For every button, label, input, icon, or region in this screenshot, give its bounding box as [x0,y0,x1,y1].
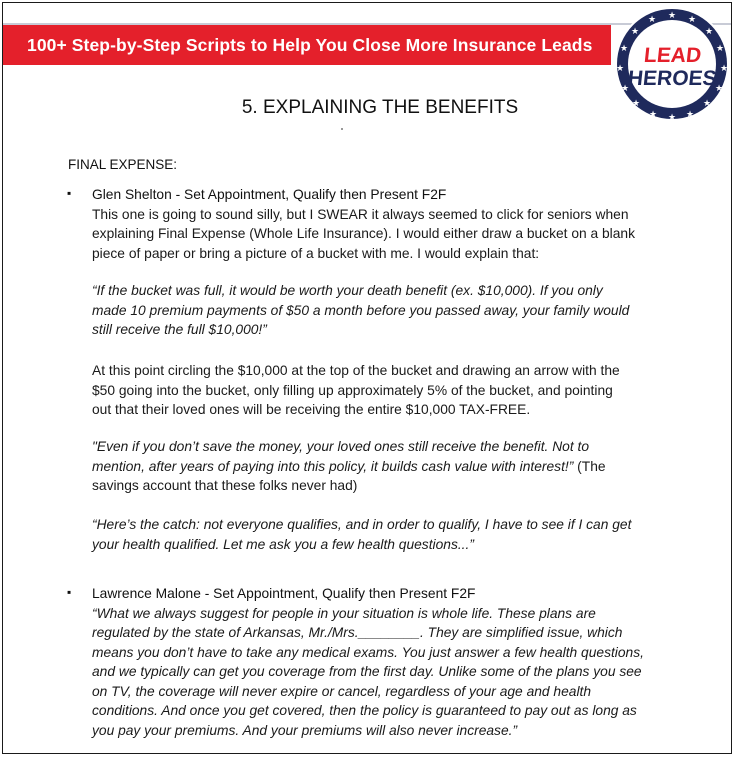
script-heading: Glen Shelton - Set Appointment, Qualify then Present F2F [92,187,447,202]
paragraph-line: out that their loved ones will be receiving the entire $10,000 TAX-FREE. [92,402,531,417]
svg-text:★: ★ [702,99,712,109]
quote-line: and we typically can get you coverage from the first day. Unlike some of the plans you see [92,664,642,679]
script-lawrence-malone [92,584,692,740]
quote-line: still receive the full $10,000!” [92,322,267,337]
paragraph-line: $50 going into the bucket, only filling up approximately 5% of the bucket, and pointing [92,382,613,398]
page-title: 5. EXPLAINING THE BENEFITS [241,97,519,118]
quote-line: mention, after years of paying into this policy, it builds cash value with interest!” [92,458,574,474]
intro-line: explaining Final Expense (Whole Life Insurance). I would either draw a bucket on a blank [92,226,635,241]
svg-text:★: ★ [648,110,658,120]
svg-text:★: ★ [685,110,695,120]
quote-line: “Here’s the catch: not everyone qualifies, and in order to qualify, I have to see if I can get [92,517,632,532]
svg-text:★: ★ [619,44,629,54]
paragraph-line: At this point circling the $10,000 at the top of the bucket and drawing an arrow with the [92,363,620,378]
quote-line: regulated by the state of Arkansas, Mr./Mrs.________. They are simplified issue, which [92,625,623,640]
quote-bucket [92,281,629,340]
quote-line: means you don’t have to take any medical exams. You just answer a few health questions, [92,644,644,660]
quote-line: "Even if you don’t save the money, your loved ones still receive the benefit. Not to [92,439,590,454]
svg-text:★: ★ [615,64,625,74]
quote-catch [92,515,631,554]
logo-text-heroes: HEROES [626,67,718,90]
quote-line: your health qualified. Let me ask you a few health questions...” [92,536,474,552]
title-dot [341,128,343,130]
script-glen-shelton [92,185,692,552]
quote-line: you pay your premiums. And your premiums will also never increase.” [92,722,518,738]
logo-text-lead: LEAD [642,44,703,67]
quote-line: on TV, the coverage will never expire or cancel, regardless of your age and health [92,683,592,699]
quote-line: made 10 premium payments of $50 a month before you passed away, your family would [92,302,630,318]
quote-tail: (The [573,458,606,474]
quote-line: “If the bucket was full, it would be worth your death benefit (ex. $10,000). If you only [92,283,603,298]
script-heading: Lawrence Malone - Set Appointment, Qualify then Present F2F [92,586,476,601]
bullet-icon: ▪ [67,585,72,599]
svg-text:★: ★ [667,11,677,21]
document-page [2,2,732,754]
quote-line: savings account that these folks never had) [92,478,358,493]
svg-text:★: ★ [630,27,640,37]
intro-line: This one is going to sound silly, but I SWEAR it always seemed to click for seniors when [92,206,629,222]
bullet-icon: ▪ [67,186,72,200]
intro-line: piece of paper or bring a picture of a bucket with me. I would explain that: [92,245,540,261]
section-label: FINAL EXPENSE: [68,157,178,172]
quote-savings [92,437,606,496]
svg-text:★: ★ [620,84,630,94]
quote-line: conditions. And once you get covered, then the policy is guaranteed to pay out as long as [92,703,637,718]
svg-text:★: ★ [704,27,714,37]
svg-text:★: ★ [687,15,697,25]
svg-text:★: ★ [667,113,677,123]
svg-text:★: ★ [631,99,641,109]
svg-text:★: ★ [719,64,729,74]
svg-text:★: ★ [715,44,725,54]
svg-text:★: ★ [714,84,724,94]
banner-text: 100+ Step-by-Step Scripts to Help You Close More Insurance Leads [27,35,593,55]
quote-line: “What we always suggest for people in your situation is whole life. These plans are [92,605,596,621]
svg-text:★: ★ [647,15,657,25]
paragraph-circling [92,361,620,420]
